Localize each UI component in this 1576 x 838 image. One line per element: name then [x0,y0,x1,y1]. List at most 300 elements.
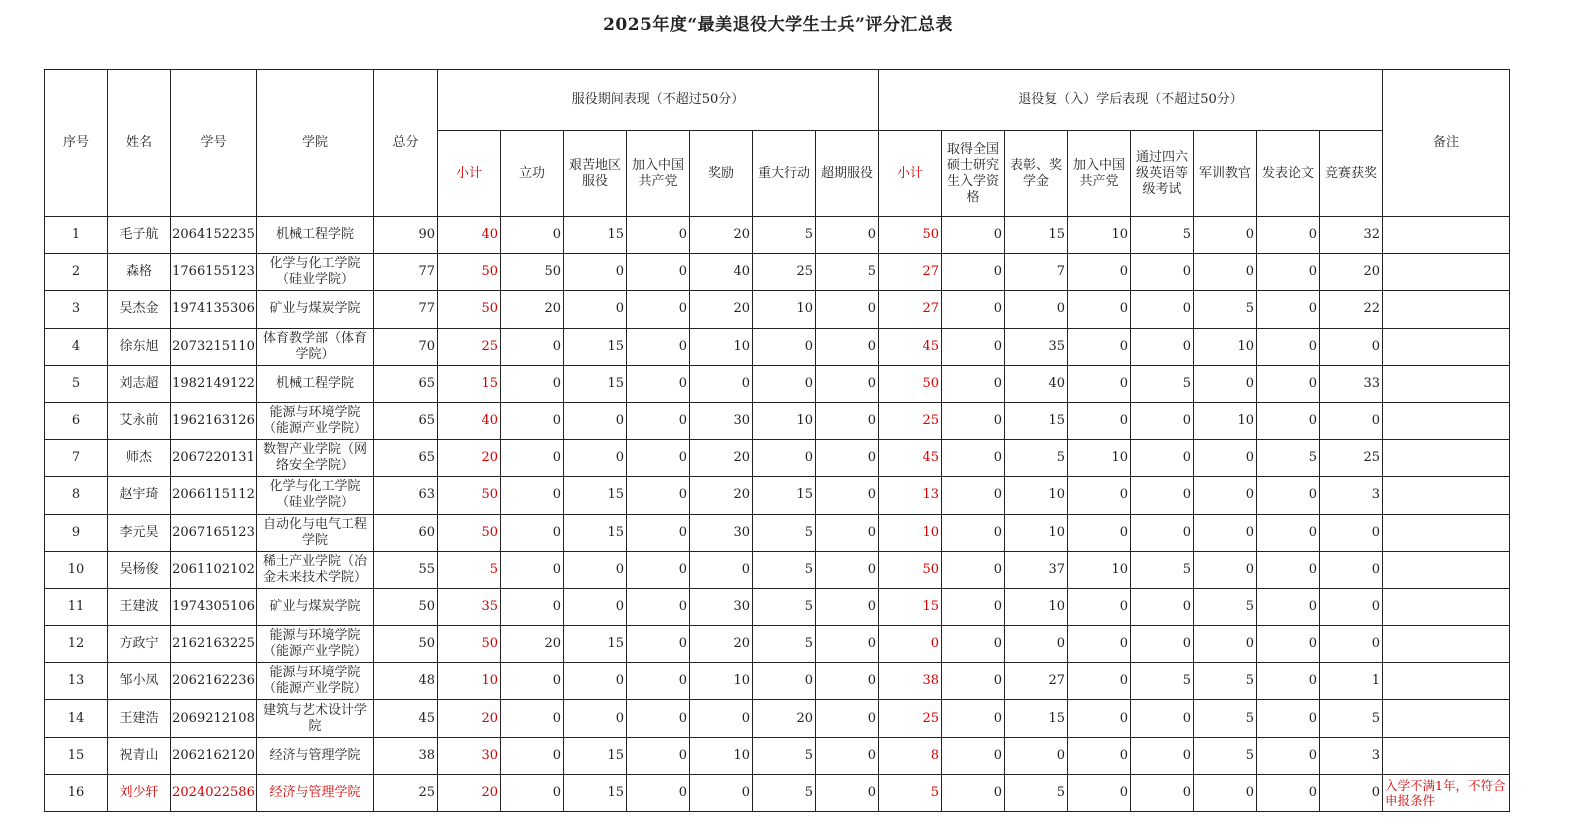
table-row [45,254,1510,291]
cell-service-score: 10 [690,663,753,700]
cell-service-score: 10 [753,402,816,439]
cell-service-score: 0 [564,254,627,291]
cell-student-id: 1766155123 [171,254,257,291]
header-after-postgrad: 取得全国硕士研究生入学资格 [942,131,1005,217]
cell-service-score: 0 [501,440,564,477]
cell-name: 祝青山 [108,737,171,774]
cell-service-score: 20 [501,291,564,328]
cell-after-score: 0 [1194,440,1257,477]
cell-note [1383,663,1510,700]
cell-name: 吴杰金 [108,291,171,328]
cell-service-score: 5 [816,254,879,291]
cell-service-score: 0 [627,774,690,811]
cell-service-score: 5 [753,588,816,625]
cell-service-score: 5 [753,217,816,254]
cell-total: 65 [374,365,438,402]
cell-after-score: 0 [1320,774,1383,811]
cell-after-subtotal: 50 [879,551,942,588]
cell-service-score: 15 [564,626,627,663]
cell-after-score: 15 [1005,217,1068,254]
cell-note [1383,402,1510,439]
cell-after-score: 0 [1131,291,1194,328]
cell-service-score: 0 [501,217,564,254]
cell-service-score: 0 [501,328,564,365]
cell-service-score: 0 [627,365,690,402]
cell-after-score: 0 [1194,626,1257,663]
table-row [45,477,1510,514]
cell-note [1383,440,1510,477]
table-row [45,737,1510,774]
cell-student-id: 2067165123 [171,514,257,551]
cell-after-score: 0 [1131,626,1194,663]
cell-after-score: 0 [942,291,1005,328]
cell-college: 自动化与电气工程学院 [257,514,374,551]
cell-note [1383,588,1510,625]
cell-seq: 8 [45,477,108,514]
cell-college: 机械工程学院 [257,365,374,402]
cell-service-score: 0 [753,663,816,700]
cell-student-id: 2162163225 [171,626,257,663]
cell-after-score: 5 [1194,588,1257,625]
table-row [45,328,1510,365]
cell-college: 体育教学部（体育学院） [257,328,374,365]
cell-total: 65 [374,440,438,477]
cell-service-score: 0 [690,365,753,402]
cell-service-subtotal: 20 [438,700,501,737]
cell-after-score: 0 [1194,551,1257,588]
cell-service-score: 0 [627,514,690,551]
cell-total: 25 [374,774,438,811]
cell-after-score: 5 [1194,663,1257,700]
cell-service-score: 0 [627,328,690,365]
cell-total: 90 [374,217,438,254]
cell-note [1383,328,1510,365]
cell-name: 艾永前 [108,402,171,439]
cell-after-score: 0 [942,588,1005,625]
cell-after-subtotal: 45 [879,328,942,365]
cell-after-score: 5 [1005,774,1068,811]
cell-service-score: 0 [564,700,627,737]
cell-after-score: 0 [1068,328,1131,365]
header-service-major-action: 重大行动 [753,131,816,217]
cell-after-score: 0 [1194,477,1257,514]
cell-service-score: 0 [564,551,627,588]
cell-note [1383,217,1510,254]
cell-after-score: 0 [942,626,1005,663]
cell-name: 邹小凤 [108,663,171,700]
cell-seq: 2 [45,254,108,291]
cell-service-score: 0 [816,588,879,625]
cell-service-score: 0 [501,365,564,402]
cell-after-subtotal: 38 [879,663,942,700]
cell-after-score: 0 [1068,514,1131,551]
cell-total: 65 [374,402,438,439]
cell-service-score: 15 [564,774,627,811]
cell-after-score: 0 [942,365,1005,402]
cell-total: 48 [374,663,438,700]
header-after-drill: 军训教官 [1194,131,1257,217]
cell-after-score: 1 [1320,663,1383,700]
cell-service-score: 0 [501,588,564,625]
cell-after-subtotal: 45 [879,440,942,477]
cell-after-score: 0 [942,514,1005,551]
cell-after-score: 0 [1131,774,1194,811]
cell-service-score: 25 [753,254,816,291]
cell-service-score: 5 [753,626,816,663]
cell-after-subtotal: 15 [879,588,942,625]
table-row [45,663,1510,700]
cell-service-subtotal: 30 [438,737,501,774]
table-row [45,291,1510,328]
table-row [45,514,1510,551]
header-service-extended: 超期服役 [816,131,879,217]
cell-college: 经济与管理学院 [257,774,374,811]
cell-after-score: 10 [1194,402,1257,439]
cell-note [1383,477,1510,514]
cell-service-score: 0 [816,700,879,737]
cell-after-score: 0 [1257,291,1320,328]
cell-service-score: 0 [753,440,816,477]
cell-service-score: 0 [501,477,564,514]
cell-note [1383,626,1510,663]
cell-after-score: 0 [1257,588,1320,625]
cell-service-score: 5 [753,514,816,551]
cell-after-score: 0 [1131,440,1194,477]
cell-after-score: 5 [1131,217,1194,254]
cell-after-subtotal: 50 [879,365,942,402]
cell-student-id: 1974305106 [171,588,257,625]
cell-note [1383,514,1510,551]
cell-name: 赵宇琦 [108,477,171,514]
cell-after-score: 5 [1005,440,1068,477]
cell-student-id: 2066115112 [171,477,257,514]
cell-service-score: 0 [690,774,753,811]
cell-after-score: 0 [1068,737,1131,774]
cell-service-score: 0 [627,588,690,625]
cell-after-score: 0 [1131,700,1194,737]
cell-college: 能源与环境学院（能源产业学院） [257,402,374,439]
cell-seq: 4 [45,328,108,365]
cell-after-score: 0 [1068,477,1131,514]
cell-after-score: 0 [1257,663,1320,700]
cell-after-score: 0 [1131,737,1194,774]
cell-service-score: 0 [564,440,627,477]
cell-after-subtotal: 8 [879,737,942,774]
cell-service-score: 0 [501,700,564,737]
cell-service-score: 5 [753,551,816,588]
cell-service-subtotal: 40 [438,402,501,439]
cell-service-score: 0 [627,551,690,588]
cell-college: 能源与环境学院（能源产业学院） [257,626,374,663]
cell-service-subtotal: 50 [438,514,501,551]
cell-service-score: 20 [501,626,564,663]
cell-after-score: 22 [1320,291,1383,328]
cell-service-score: 30 [690,588,753,625]
score-summary-table [44,69,1510,812]
cell-after-score: 0 [1131,588,1194,625]
cell-service-score: 0 [816,551,879,588]
cell-student-id: 2062162236 [171,663,257,700]
cell-after-score: 10 [1194,328,1257,365]
header-after-subtotal: 小计 [879,131,942,217]
table-body [45,217,1510,812]
header-total: 总分 [374,70,438,217]
cell-seq: 3 [45,291,108,328]
cell-after-score: 3 [1320,737,1383,774]
cell-service-subtotal: 15 [438,365,501,402]
table-row [45,440,1510,477]
cell-after-subtotal: 10 [879,514,942,551]
cell-name: 吴杨俊 [108,551,171,588]
cell-after-subtotal: 0 [879,626,942,663]
cell-note: 入学不满1年，不符合申报条件 [1383,774,1510,811]
cell-service-score: 0 [816,514,879,551]
cell-service-score: 0 [501,402,564,439]
header-service-subtotal: 小计 [438,131,501,217]
cell-service-score: 0 [627,254,690,291]
cell-service-score: 20 [690,291,753,328]
cell-college: 稀土产业学院（冶金未来技术学院） [257,551,374,588]
cell-after-score: 32 [1320,217,1383,254]
cell-after-score: 0 [1068,626,1131,663]
table-row [45,626,1510,663]
table-row [45,774,1510,811]
cell-after-score: 0 [1257,328,1320,365]
table-row [45,217,1510,254]
cell-after-score: 0 [1131,402,1194,439]
header-service-hardship: 艰苦地区服役 [564,131,627,217]
cell-after-score: 27 [1005,663,1068,700]
cell-after-score: 0 [942,663,1005,700]
cell-college: 化学与化工学院（硅业学院） [257,254,374,291]
cell-service-score: 0 [816,663,879,700]
cell-after-score: 0 [1257,700,1320,737]
cell-after-score: 5 [1131,551,1194,588]
cell-student-id: 2064152235 [171,217,257,254]
cell-after-score: 10 [1068,217,1131,254]
header-after-competition: 竞赛获奖 [1320,131,1383,217]
cell-after-score: 0 [1257,737,1320,774]
cell-after-score: 0 [1320,626,1383,663]
cell-service-score: 15 [564,365,627,402]
cell-student-id: 1962163126 [171,402,257,439]
cell-after-score: 0 [1194,774,1257,811]
cell-service-score: 0 [627,291,690,328]
cell-after-score: 0 [1320,402,1383,439]
cell-service-score: 0 [501,737,564,774]
cell-after-score: 0 [942,402,1005,439]
cell-total: 63 [374,477,438,514]
cell-name: 徐东旭 [108,328,171,365]
cell-after-score: 0 [942,328,1005,365]
cell-after-score: 5 [1131,663,1194,700]
cell-seq: 14 [45,700,108,737]
cell-name: 刘志超 [108,365,171,402]
cell-service-score: 0 [816,291,879,328]
cell-service-score: 0 [627,217,690,254]
cell-after-score: 0 [1194,514,1257,551]
cell-seq: 6 [45,402,108,439]
header-service-group: 服役期间表现（不超过50分） [438,70,879,131]
cell-college: 矿业与煤炭学院 [257,588,374,625]
cell-after-score: 3 [1320,477,1383,514]
cell-note [1383,700,1510,737]
cell-service-score: 15 [564,737,627,774]
cell-total: 50 [374,588,438,625]
cell-service-score: 0 [564,588,627,625]
cell-after-score: 0 [942,774,1005,811]
cell-total: 45 [374,700,438,737]
cell-service-score: 0 [501,551,564,588]
cell-after-score: 0 [942,440,1005,477]
cell-student-id: 1974135306 [171,291,257,328]
cell-after-score: 0 [1194,254,1257,291]
cell-after-score: 0 [1005,291,1068,328]
cell-after-score: 0 [942,700,1005,737]
cell-after-score: 35 [1005,328,1068,365]
cell-after-score: 0 [942,551,1005,588]
cell-after-score: 0 [1257,774,1320,811]
cell-service-score: 0 [627,402,690,439]
cell-college: 化学与化工学院（硅业学院） [257,477,374,514]
header-note: 备注 [1383,70,1510,217]
header-after-paper: 发表论文 [1257,131,1320,217]
cell-student-id: 2024022586 [171,774,257,811]
cell-student-id: 2067220131 [171,440,257,477]
cell-seq: 9 [45,514,108,551]
cell-after-score: 33 [1320,365,1383,402]
cell-service-subtotal: 50 [438,291,501,328]
cell-after-score: 0 [1131,514,1194,551]
cell-seq: 13 [45,663,108,700]
cell-service-score: 0 [564,663,627,700]
cell-total: 77 [374,254,438,291]
cell-after-score: 15 [1005,700,1068,737]
cell-after-score: 25 [1320,440,1383,477]
cell-after-score: 0 [1257,551,1320,588]
cell-seq: 1 [45,217,108,254]
cell-after-score: 15 [1005,402,1068,439]
cell-after-score: 0 [1194,217,1257,254]
cell-name: 刘少轩 [108,774,171,811]
table-header [45,70,1510,217]
cell-service-score: 20 [690,626,753,663]
cell-college: 数智产业学院（网络安全学院） [257,440,374,477]
cell-service-score: 0 [816,217,879,254]
cell-name: 方政宁 [108,626,171,663]
cell-note [1383,291,1510,328]
cell-service-score: 0 [690,700,753,737]
cell-after-score: 0 [1320,588,1383,625]
cell-service-subtotal: 20 [438,774,501,811]
header-after-party: 加入中国共产党 [1068,131,1131,217]
cell-service-score: 0 [627,626,690,663]
cell-seq: 10 [45,551,108,588]
cell-note [1383,365,1510,402]
cell-service-score: 0 [627,477,690,514]
cell-service-subtotal: 35 [438,588,501,625]
cell-name: 毛子航 [108,217,171,254]
cell-after-score: 0 [1257,254,1320,291]
cell-service-score: 0 [816,774,879,811]
cell-service-score: 5 [753,737,816,774]
cell-service-score: 0 [690,551,753,588]
cell-after-score: 37 [1005,551,1068,588]
cell-total: 77 [374,291,438,328]
cell-service-score: 0 [627,737,690,774]
cell-after-score: 0 [942,254,1005,291]
cell-service-score: 10 [690,328,753,365]
cell-service-score: 0 [753,328,816,365]
table-row [45,588,1510,625]
cell-after-score: 0 [1068,254,1131,291]
cell-service-subtotal: 50 [438,477,501,514]
header-after-group: 退役复（入）学后表现（不超过50分） [879,70,1383,131]
cell-after-score: 0 [1068,774,1131,811]
cell-service-subtotal: 50 [438,254,501,291]
cell-total: 60 [374,514,438,551]
cell-service-score: 0 [816,440,879,477]
header-after-cet: 通过四六级英语等级考试 [1131,131,1194,217]
cell-note [1383,551,1510,588]
cell-name: 师杰 [108,440,171,477]
cell-seq: 12 [45,626,108,663]
cell-after-subtotal: 50 [879,217,942,254]
cell-after-score: 0 [1005,626,1068,663]
cell-after-score: 0 [1320,328,1383,365]
header-service-award: 奖励 [690,131,753,217]
cell-student-id: 2073215110 [171,328,257,365]
cell-after-subtotal: 5 [879,774,942,811]
cell-service-score: 20 [690,217,753,254]
cell-service-score: 0 [627,700,690,737]
cell-after-score: 0 [1257,514,1320,551]
cell-after-score: 0 [1068,663,1131,700]
cell-service-score: 0 [816,737,879,774]
cell-after-score: 5 [1194,700,1257,737]
cell-after-score: 0 [1131,254,1194,291]
cell-college: 能源与环境学院（能源产业学院） [257,663,374,700]
cell-service-score: 15 [564,477,627,514]
cell-after-score: 0 [1068,588,1131,625]
cell-service-score: 15 [564,514,627,551]
cell-service-score: 10 [753,291,816,328]
cell-after-score: 0 [942,217,1005,254]
cell-service-score: 0 [501,663,564,700]
cell-service-score: 20 [690,440,753,477]
cell-after-score: 10 [1068,551,1131,588]
cell-after-score: 0 [942,737,1005,774]
cell-after-score: 10 [1005,477,1068,514]
cell-after-score: 0 [1005,737,1068,774]
cell-after-score: 0 [1068,291,1131,328]
header-after-scholarship: 表彰、奖学金 [1005,131,1068,217]
cell-after-subtotal: 25 [879,700,942,737]
cell-service-score: 15 [564,217,627,254]
cell-service-score: 5 [753,774,816,811]
cell-total: 50 [374,626,438,663]
cell-student-id: 1982149122 [171,365,257,402]
cell-seq: 5 [45,365,108,402]
cell-service-score: 0 [816,328,879,365]
cell-service-score: 0 [816,402,879,439]
cell-service-subtotal: 25 [438,328,501,365]
cell-after-score: 0 [1320,514,1383,551]
cell-after-score: 0 [1068,402,1131,439]
cell-service-score: 0 [816,365,879,402]
cell-after-subtotal: 25 [879,402,942,439]
cell-service-score: 20 [753,700,816,737]
